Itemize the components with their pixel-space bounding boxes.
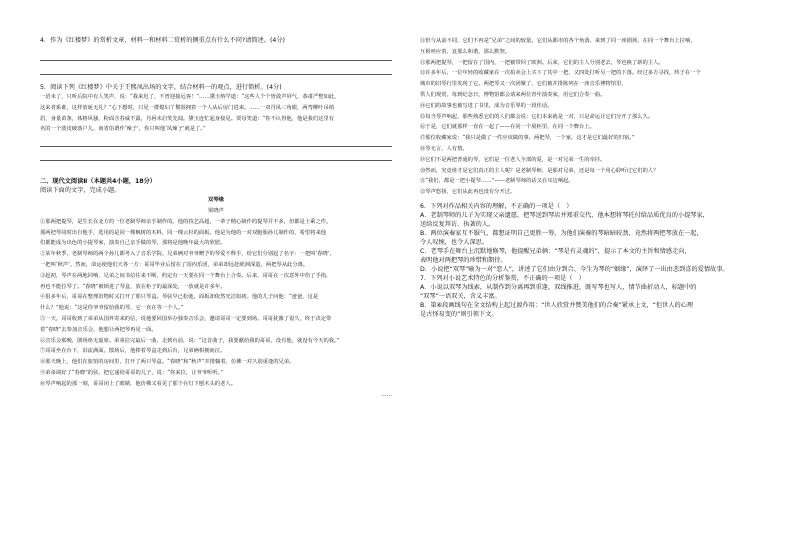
story-line: 供人们观赏。每到纪念日，博物馆都会请来两位青年演奏家，用它们合奏一曲。 bbox=[420, 91, 606, 98]
story-line: ⑩琴声响起的那一刻，哥哥闭上了眼睛，他仿佛又看见了那个在灯下刨木头的老人。 bbox=[40, 380, 236, 387]
story-line: ㉑“我们，都是一把小提琴……”——老制琴师的话又在耳边响起。 bbox=[420, 178, 574, 185]
story-line: ㉒琴声悠扬，它们从此再也没有分开过。 bbox=[420, 189, 516, 196]
quote-line: 名的一个泼皮破落户儿，南省俗谓作‘辣子’，你只叫他‘凤辣子’就是了。” bbox=[40, 126, 206, 133]
story-title: 双琴缘 bbox=[208, 197, 224, 204]
right-column bbox=[420, 36, 772, 319]
option-line[interactable]: D．小说把“双琴”喻为一对“恋人”，讲述了它们由分到合、今生为琴的“姻缘”，演绎了一出由悲到喜的爱情故事。 bbox=[420, 265, 729, 273]
story-ellipsis: …… bbox=[381, 391, 392, 398]
story-line: 互相呼应着，竟那么和谐，那么默契。 bbox=[420, 48, 511, 55]
answer-line[interactable] bbox=[40, 65, 392, 75]
question-5: 5．阅读下列《红楼梦》中关于王熙凤出场的文字，结合材料一的观点，进行简析。(4分) bbox=[40, 84, 282, 91]
story-line: ⑮每当琴声响起，那些熟悉它们的人们都会说：它们本来就是一对，只是命运让它们分开了那么久。 bbox=[420, 113, 654, 120]
story-line: ③起初，琴声在两地回响，兄弟之间书信往来不断，约定有一天要在同一个舞台上合奏。后来，哥哥在一次意外中伤了手指， bbox=[40, 272, 332, 279]
story-line: 们都能成为出色的小提琴家，演奏自己亲手做的琴，那将是他晚年最大的欣慰。 bbox=[40, 240, 226, 247]
question-6: 6．下列对作品相关内容的理解，不正确的一项是（ ） bbox=[420, 202, 573, 210]
answer-line[interactable] bbox=[40, 137, 392, 147]
quote-line: 眉，身量苗条，体格风骚，粉面含春威不露，丹唇未启笑先闻。黛玉连忙起身接见。贾母笑道：“你不认得他，他是我们这里有 bbox=[40, 115, 335, 122]
option-line[interactable]: C．老琴手在舞台上沉默地修琴，他提醒兄弟俩：“琴是有灵魂的”，提示了本文的主旨和情感走向， bbox=[420, 247, 691, 255]
story-line: ⑫那两把提琴，一把留在了国内，一把被带回了欧洲。后来，它们的主人分别老去，琴也换了新的主人。 bbox=[420, 59, 664, 66]
section-intro: 阅读下面的文字，完成小题。 bbox=[40, 187, 121, 195]
story-line: ⑨弟弟调好了“春晓”的弦，把它递给哥哥的儿子，说：“你来拉，让爷爷听听。” bbox=[40, 369, 223, 376]
story-line: ⑦哥哥坐在台下，泪流满面。散场后，他捧着琴盒走到后台，兄弟俩相拥而泣。 bbox=[40, 348, 226, 355]
quote-line: 这来者系谁，这样放诞无礼？”心下想时，只见一群媳妇丫鬟围拥着一个人从后房门进来。……一双丹凤三角眼，两弯柳叶吊梢 bbox=[40, 104, 335, 111]
story-line: 再也不能拉琴了。“春晓”被锁进了琴盒，放在柜子的最深处，一放就是许多年。 bbox=[40, 283, 226, 290]
story-line: ⑭它们的故事也被写进了书里，成为音乐界的一段佳话。 bbox=[420, 102, 553, 109]
option-line[interactable]: A．小说以双琴为线索，从制作到分离再到重逢，双线推进，既写琴也写人，情节曲折动人，标题中的 bbox=[420, 283, 697, 291]
option-line[interactable]: 是古怪易变的”则引领下文。 bbox=[420, 310, 498, 318]
story-line: 城市的旧琴行里发现了它。两把琴又一次团聚了，它们被并排陈列在一座音乐博物馆里， bbox=[420, 81, 627, 88]
story-line: ⑱琴无言，人有情。 bbox=[420, 145, 468, 152]
option-line[interactable]: B．两位演奏家互不服气，都想证明自己更胜一筹，为他们演奏的琴暗暗较劲，竟然将两把琴放在一起， bbox=[420, 229, 703, 237]
story-line: ①那两把提琴，是生长在北方的一位老制琴师亲手制作的。他的技艺高超，一辈子精心制作的提琴并不多，但都是上乘之作。 bbox=[40, 218, 332, 225]
option-line[interactable]: 令人叹惋，也令人深思。 bbox=[420, 238, 489, 246]
story-line: ⑬许多年后，一位年轻的收藏家在一次拍卖会上买下了其中一把，又四处打听另一把的下落。经过多方寻找，终于在一个 bbox=[420, 70, 701, 77]
left-column bbox=[40, 36, 392, 400]
option-line[interactable]: A．老制琴师的儿子为实现父亲遗愿，把琴送到琴店并郑重交代，他本想将琴托付给品质优良的小提琴家， bbox=[420, 211, 709, 219]
story-line: ⑰那位收藏家说：“我只是做了一件应该做的事。两把琴，一个家，这才是它们最好的归宿。” bbox=[420, 135, 635, 142]
section-title: 二、现代文阅读Ⅱ（本题共4小题，18分） bbox=[40, 178, 156, 186]
story-line: ⑳然而，究竟谁才是它们真正的主人呢？是老制琴师，是那对兄弟，还是每一个用心聆听过它们的人？ bbox=[420, 167, 659, 174]
story-line: 一把叫‘秋声’。然而，命运使他们天各一方：哥哥毕业后留在了国内乐团，弟弟却远赴欧洲深造，两把琴从此分离。 bbox=[40, 261, 309, 268]
option-line[interactable]: 表明他对两把琴的珍惜和期待。 bbox=[420, 256, 507, 264]
story-line: ⑪但与从前不同，它们不再是“兄弟”之间的较量。它们从都市的各个角落，来到了同一座剧场，在同一个舞台上拉响， bbox=[420, 38, 696, 44]
question-4: 4．作为《红楼梦》的赏析文章，材料一和材料二赏析的侧重点有什么不同?请简述。(4分) bbox=[40, 37, 285, 44]
option-line[interactable]: 送给反复拜访、执著的人。 bbox=[420, 220, 495, 228]
quote-line: 一语未了，只听后院中有人笑声，说：“我来迟了，不曾迎接远客！”……黛玉纳罕道：“这些人个个皆敛声屏气，恭肃严整如此， bbox=[40, 94, 340, 100]
story-line: 那两把琴同时出自他手，选用的是同一棵枫树的木料，同一棵云杉的面板。他是为他的一对双胞胎孙儿制作的，希望将来他 bbox=[40, 229, 327, 236]
story-line: 着“春晓”去参加音乐会，他想让两把琴再见一面。 bbox=[40, 326, 157, 333]
option-line[interactable]: B．第⑥段画线句在全文结构上起过渡作用：“世人欣赏并赞美他们的合奏”紧承上文，“但世人的心理 bbox=[420, 301, 694, 309]
story-line: 什么？”他说：“这是你爷爷留给我的琴，它一直在等一个人。” bbox=[40, 305, 184, 312]
story-line: ⑲它们不是两把普通的琴，它们是一位老人全部的爱，是一对兄弟一生的牵挂。 bbox=[420, 156, 606, 163]
story-line: ④很多年后，哥哥在整理旧物时又打开了那只琴盒。琴弦早已松弛，面板却依然光洁如初。他的儿子问他：“爸爸，这是 bbox=[40, 294, 319, 301]
story-line: ⑯于是，它们就那样一直在一起了——在同一个展柜里，在同一个舞台上。 bbox=[420, 124, 595, 131]
story-author: 梁晓声 bbox=[208, 207, 224, 214]
answer-line[interactable] bbox=[40, 51, 392, 61]
option-line[interactable]: “双琴”一语双关，含义丰富。 bbox=[420, 292, 501, 300]
question-7: 7．下列对小说艺术特色的分析鉴赏，不正确的一项是（ ） bbox=[420, 274, 585, 282]
story-line: ②某年秋季，老制琴师的两个孙儿都考入了音乐学院。兄弟俩对爷爷赠予的琴爱不释手，给它们分别起了名字：一把叫‘春晓’， bbox=[40, 251, 335, 258]
story-line: ⑥音乐会那晚，剧场座无虚席。弟弟拉完最后一曲，走到台前，说：“这首曲子，我要献给我的哥哥，没有他，就没有今天的我。” bbox=[40, 337, 340, 344]
story-line: ⑧那天晚上，他们在旅馆的房间里，打开了两只琴盒。“春晓”和“秋声”并排躺着，仿佛一对久别重逢的兄弟。 bbox=[40, 359, 295, 366]
story-line: ⑤一天，哥哥收到了弟弟从国外寄来的信，说他要回国举办独奏音乐会，邀请哥哥一定要到场。哥哥犹豫了很久，终于决定带 bbox=[40, 315, 332, 322]
answer-line[interactable] bbox=[40, 151, 392, 161]
